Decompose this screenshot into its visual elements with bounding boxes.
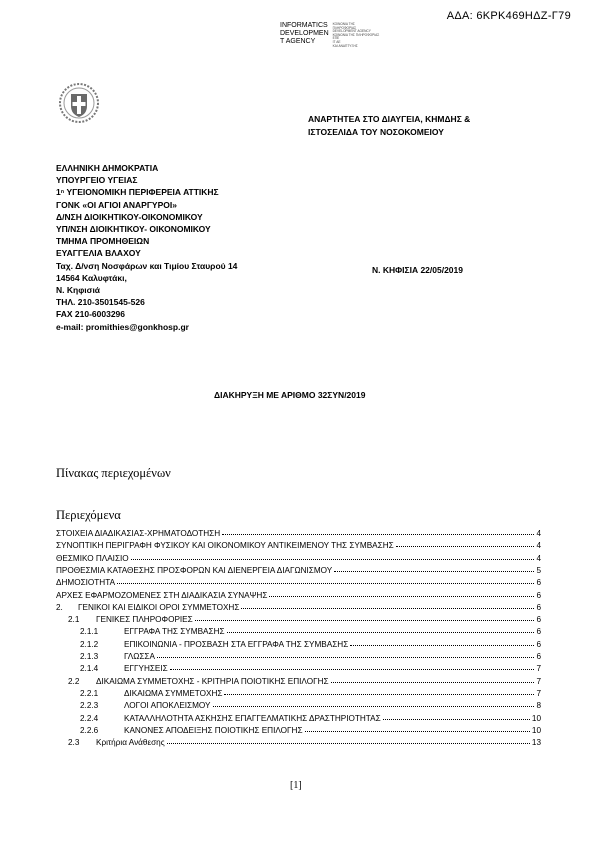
header-line: Ταχ. Δ/νση Νοσφάρων και Τιμίου Σταυρού 14 (56, 260, 238, 271)
toc-entry-text: ΣΥΝΟΠΤΙΚΗ ΠΕΡΙΓΡΑΦΗ ΦΥΣΙΚΟΥ ΚΑΙ ΟΙΚΟΝΟΜΙΚΟΥ ΑΝΤΙΚΕΙΜΕΝΟΥ ΤΗΣ ΣΥΜΒΑΣΗΣ (56, 541, 394, 551)
document-date: Ν. ΚΗΦΙΣΙΑ 22/05/2019 (372, 265, 463, 275)
toc-entry-text: ΛΟΓΟΙ ΑΠΟΚΛΕΙΣΜΟΥ (124, 701, 211, 711)
toc-entry[interactable] (56, 723, 541, 735)
toc-entry-number: 2.2 (68, 676, 80, 686)
toc-entry[interactable] (56, 526, 541, 538)
toc-entry-page: 7 (536, 688, 541, 698)
toc-entry-text: ΓΕΝΙΚΕΣ ΠΛΗΡΟΦΟΡΙΕΣ (96, 615, 193, 625)
toc-entry-text: Κριτήρια Ανάθεσης (96, 738, 165, 748)
toc-entry-page: 6 (536, 602, 541, 612)
toc-leader-dots (213, 705, 535, 707)
toc-entry[interactable] (56, 661, 541, 673)
toc-leader-dots (157, 656, 535, 658)
toc-leader-dots (170, 668, 535, 670)
header-line: 14564 Καλυφτάκι, (56, 272, 127, 283)
toc-entry-number: 2. (56, 602, 63, 612)
toc-leader-dots (396, 545, 535, 547)
toc-entry[interactable] (56, 600, 541, 612)
toc-entry-number: 2.1 (68, 615, 80, 625)
toc-leader-dots (334, 570, 534, 572)
ida-logo-words (280, 22, 329, 48)
toc-entry-page: 6 (536, 652, 541, 661)
toc-heading: Πίνακας περιεχομένων (56, 466, 171, 480)
posting-note-line: ΑΝΑΡΤΗΤΕΑ ΣΤΟ ΔΙΑΥΓΕΙΑ, ΚΗΜΔΗΣ & (308, 114, 471, 124)
toc-entry-page: 13 (531, 738, 541, 748)
toc-entry[interactable] (56, 612, 541, 624)
toc-leader-dots (167, 742, 530, 744)
toc-leader-dots (331, 681, 535, 683)
toc-entry-text: ΓΕΝΙΚΟΙ ΚΑΙ ΕΙΔΙΚΟΙ ΟΡΟΙ ΣΥΜΜΕΤΟΧΗΣ (78, 602, 240, 612)
toc-entry-number: 2.2.1 (80, 688, 99, 698)
toc-entry[interactable] (56, 624, 541, 636)
header-line: Δ/ΝΣΗ ΔΙΟΙΚΗΤΙΚΟΥ-ΟΙΚΟΝΟΜΙΚΟΥ (56, 211, 203, 222)
toc-entry-page: 5 (536, 565, 541, 575)
toc-entry-number: 2.1.4 (80, 664, 99, 674)
contents-heading: Περιεχόμενα (56, 508, 121, 522)
toc-entry[interactable] (56, 735, 541, 747)
toc-entry-number: 2.1.1 (80, 627, 99, 637)
toc-entry-page: 4 (536, 541, 541, 551)
posting-note (308, 113, 470, 139)
toc-entry[interactable] (56, 686, 541, 698)
toc-entry[interactable] (56, 563, 541, 575)
toc-leader-dots (224, 693, 534, 695)
toc-entry-text: ΠΡΟΘΕΣΜΙΑ ΚΑΤΑΘΕΣΗΣ ΠΡΟΣΦΟΡΩΝ ΚΑΙ ΔΙΕΝΕΡΓΕΙΑ ΔΙΑΓΩΝΙΣΜΟΥ (56, 565, 333, 575)
toc-entry[interactable] (56, 575, 541, 587)
header-line: ΓΟΝΚ «ΟΙ ΑΓΙΟΙ ΑΝΑΡΓΥΡΟΙ» (56, 199, 177, 210)
ida-logo (280, 22, 379, 48)
header-line: 1ⁿ ΥΓΕΙΟΝΟΜΙΚΗ ΠΕΡΙΦΕΡΕΙΑ ΑΤΤΙΚΗΣ (56, 187, 219, 198)
toc-entry-text: ΕΓΓΥΗΣΕΙΣ (124, 664, 168, 674)
toc-leader-dots (350, 644, 534, 646)
ida-logo-small-line: IT ΑΕ (332, 39, 341, 44)
header-line: ΤΜΗΜΑ ΠΡΟΜΗΘΕΙΩΝ (56, 236, 150, 247)
greek-emblem-icon (58, 82, 100, 124)
toc-entry-page: 7 (536, 664, 541, 674)
toc-entry-number: 2.3 (68, 738, 80, 748)
toc-entry-page: 10 (531, 725, 541, 735)
ida-logo-word: DEVELOPMEN (280, 30, 329, 37)
toc-entry-page: 6 (536, 590, 541, 600)
toc-entry-page: 6 (536, 639, 541, 649)
toc-entry-text: ΚΑΤΑΛΛΗΛΟΤΗΤΑ ΑΣΚΗΣΗΣ ΕΠΑΓΓΕΛΜΑΤΙΚΗΣ ΔΡΑΣΤΗΡΙΟΤΗΤΑΣ (124, 713, 381, 723)
toc-leader-dots (222, 533, 534, 535)
toc-entry-number: 2.1.3 (80, 652, 99, 661)
toc-leader-dots (241, 607, 534, 609)
toc-entry-page: 8 (536, 701, 541, 711)
page-number: [1] (290, 780, 302, 791)
toc-entry-text: ΘΕΣΜΙΚΟ ΠΛΑΙΣΙΟ (56, 553, 129, 563)
toc-entry-text: ΔΗΜΟΣΙΟΤΗΤΑ (56, 578, 116, 588)
toc-entry-text: ΓΛΩΣΣΑ (124, 652, 155, 661)
ida-logo-small-line: ΚΟΙΝΩΝΙΑ ΤΗΣ (332, 22, 355, 26)
ida-logo-small-line: DEVELOPMENT AGENCY (332, 29, 371, 34)
toc-entry-number: 2.2.3 (80, 701, 99, 711)
toc-entry-text: ΔΙΚΑΙΩΜΑ ΣΥΜΜΕΤΟΧΗΣ - ΚΡΙΤΗΡΙΑ ΠΟΙΟΤΙΚΗΣ ΕΠΙΛΟΓΗΣ (96, 676, 329, 686)
toc-entry[interactable] (56, 551, 541, 563)
toc-entry-page: 4 (536, 553, 541, 563)
toc-entry-page: 6 (536, 578, 541, 588)
header-line: ΥΠΟΥΡΓΕΙΟ ΥΓΕΙΑΣ (56, 175, 138, 186)
toc-entry-text: ΔΙΚΑΙΩΜΑ ΣΥΜΜΕΤΟΧΗΣ (124, 688, 223, 698)
toc-entry-page: 6 (536, 627, 541, 637)
ida-logo-small-text (333, 23, 380, 48)
declaration-title: ΔΙΑΚΗΡΥΞΗ ΜΕ ΑΡΙΘΜΟ 32ΣΥΝ/2019 (214, 390, 366, 400)
toc-entry-text: ΑΡΧΕΣ ΕΦΑΡΜΟΖΟΜΕΝΕΣ ΣΤΗ ΔΙΑΔΙΚΑΣΙΑ ΣΥΝΑΨΗΣ (56, 590, 268, 600)
header-line: e-mail: promithies@gonkhosp.gr (56, 321, 189, 332)
toc-leader-dots (269, 595, 534, 597)
ida-logo-word: INFORMATICS (280, 22, 328, 29)
toc-entry-text: ΕΓΓΡΑΦΑ ΤΗΣ ΣΥΜΒΑΣΗΣ (124, 627, 225, 637)
toc-entry[interactable] (56, 588, 541, 600)
toc-entry[interactable] (56, 538, 541, 550)
toc-entry-number: 2.1.2 (80, 639, 99, 649)
sender-header (56, 162, 237, 333)
header-line: ΕΥΑΓΓΕΛΙΑ ΒΛΑΧΟΥ (56, 248, 141, 259)
ida-logo-small-line: ΕΠΕ (332, 36, 340, 41)
ida-logo-small-line: ΠΛΗΡΟΦΟΡΙΑΣ (332, 25, 357, 30)
toc-entry-number: 2.2.4 (80, 713, 99, 723)
toc-leader-dots (383, 718, 530, 720)
toc-entry[interactable] (56, 674, 541, 686)
toc-leader-dots (195, 619, 535, 621)
toc-entry-page: 4 (536, 529, 541, 538)
toc-entry[interactable] (56, 649, 541, 661)
ida-logo-small-line: ΚΟΙΝΩΝΙΑ ΤΗΣ ΠΛΗΡΟΦΟΡΙΑΣ (332, 32, 380, 37)
toc-entry[interactable] (56, 711, 541, 723)
toc-entry-page: 10 (531, 713, 541, 723)
ada-code: ΑΔΑ: 6ΚΡΚ469ΗΔΖ-Γ79 (446, 10, 571, 22)
toc-entry-page: 6 (536, 615, 541, 625)
toc-leader-dots (131, 558, 535, 560)
header-line: ΥΠ/ΝΣΗ ΔΙΟΙΚΗΤΙΚΟΥ- ΟΙΚΟΝΟΜΙΚΟΥ (56, 224, 211, 235)
toc-leader-dots (227, 631, 535, 633)
toc-entry-text: ΣΤΟΙΧΕΙΑ ΔΙΑΔΙΚΑΣΙΑΣ-ΧΡΗΜΑΤΟΔΟΤΗΣΗ (56, 529, 221, 538)
toc-entry-number: 2.2.6 (80, 725, 99, 735)
toc-entry-text: ΚΑΝΟΝΕΣ ΑΠΟΔΕΙΞΗΣ ΠΟΙΟΤΙΚΗΣ ΕΠΙΛΟΓΗΣ (124, 725, 303, 735)
header-line: ΕΛΛΗΝΙΚΗ ΔΗΜΟΚΡΑΤΙΑ (56, 163, 159, 173)
posting-note-line: ΙΣΤΟΣΕΛΙΔΑ ΤΟΥ ΝΟΣΟΚΟΜΕΙΟΥ (308, 127, 444, 137)
ida-logo-word: T AGENCY (280, 38, 316, 45)
toc-entry-text: ΕΠΙΚΟΙΝΩΝΙΑ - ΠΡΟΣΒΑΣΗ ΣΤΑ ΕΓΓΡΑΦΑ ΤΗΣ ΣΥΜΒΑΣΗΣ (124, 639, 349, 649)
ida-logo-small-line: ΚΑΙ ΑΝΑΠΤΥΞΗΣ (332, 43, 358, 48)
toc-entry-page: 7 (536, 676, 541, 686)
toc-leader-dots (117, 582, 534, 584)
toc-entry[interactable] (56, 698, 541, 710)
header-line: FAX 210-6003296 (56, 309, 125, 320)
toc-leader-dots (305, 730, 530, 732)
header-line: Ν. Κηφισιά (56, 285, 101, 296)
toc-entry[interactable] (56, 637, 541, 649)
header-line: ΤΗΛ. 210-3501545-526 (56, 297, 145, 308)
